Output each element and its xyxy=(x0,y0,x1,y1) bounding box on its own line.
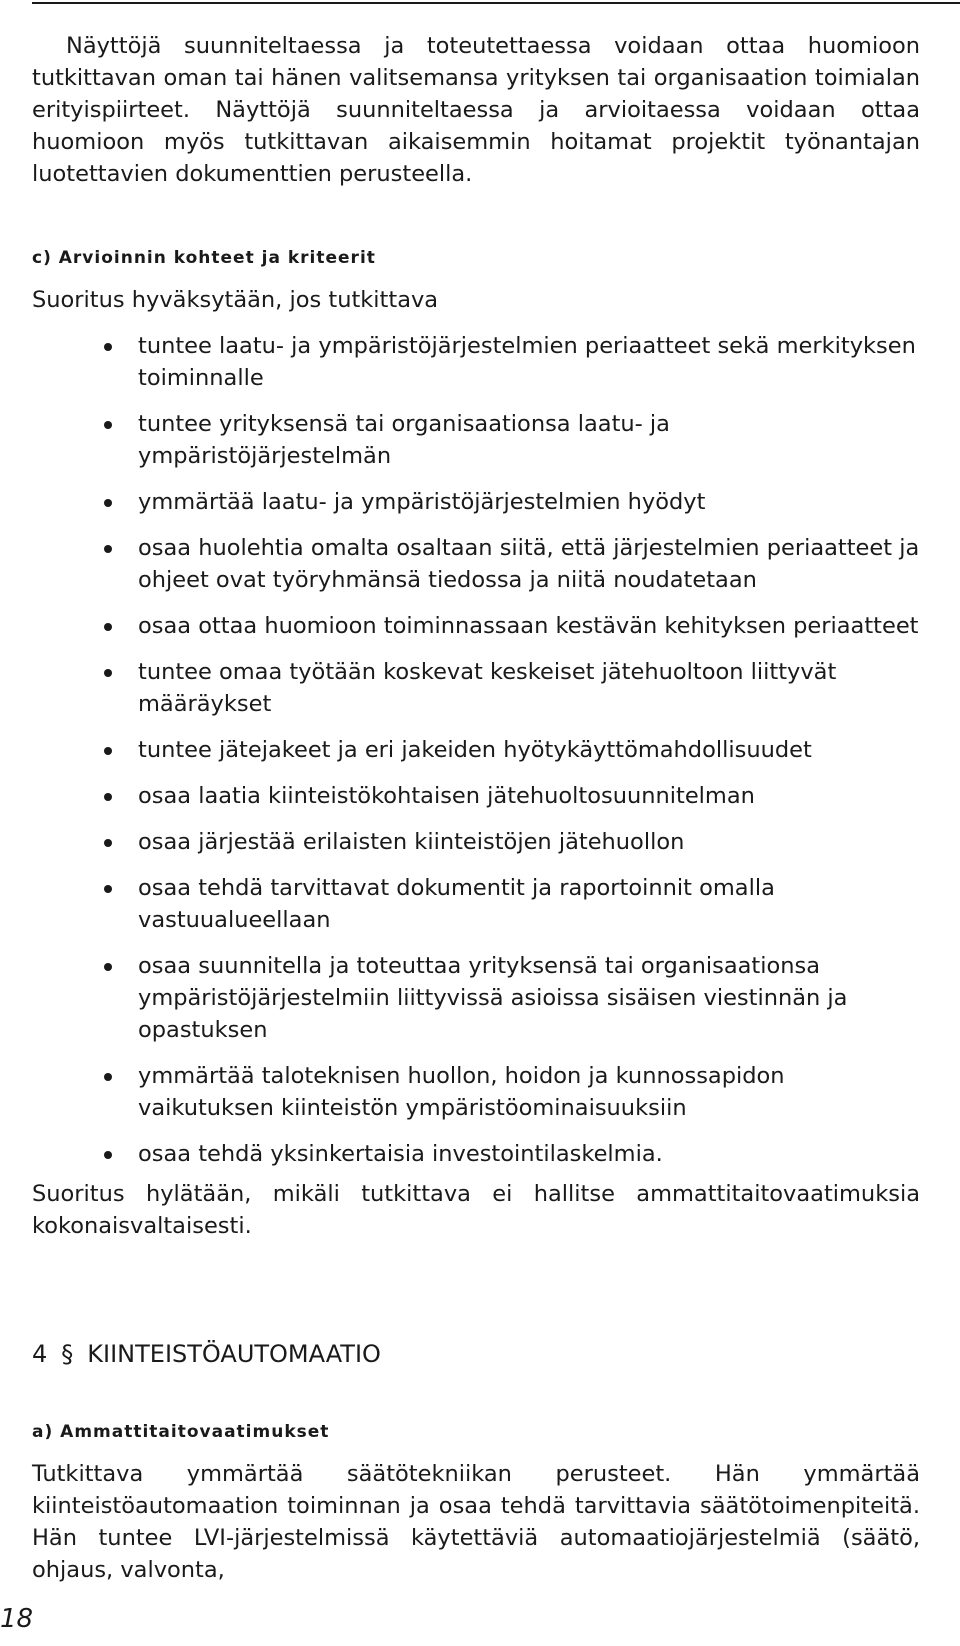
bullet-icon xyxy=(104,1073,112,1081)
list-item: osaa järjestää erilaisten kiinteistöjen jätehuollon xyxy=(32,826,920,858)
bullet-icon xyxy=(104,343,112,351)
section-4-title xyxy=(32,1338,920,1370)
list-item: osaa huolehtia omalta osaltaan siitä, että järjestelmien periaatteet ja ohjeet ovat työryhmänsä tiedossa ja niitä noudatetaan xyxy=(32,532,920,596)
section-4-subheading: a) Ammattitaitovaatimukset xyxy=(32,1422,330,1442)
list-item: ymmärtää laatu- ja ympäristöjärjestelmien hyödyt xyxy=(32,486,920,518)
criteria-list xyxy=(32,330,920,1170)
bullet-icon xyxy=(104,963,112,971)
section-4-paragraph: Tutkittava ymmärtää säätötekniikan perusteet. Hän ymmärtää kiinteistöautomaation toiminnan ja osaa tehdä tarvittavia säätötoimenpiteitä. Hän tuntee LVI-järjestelmissä käytettäviä automaatiojärjestelmiä (säätö, ohjaus, valvonta, xyxy=(32,1461,920,1583)
section-c-closing: Suoritus hylätään, mikäli tutkittava ei hallitse ammattitaitovaatimuksia kokonaisvaltaisesti. xyxy=(32,1181,920,1239)
bullet-icon xyxy=(104,421,112,429)
list-item: osaa tehdä tarvittavat dokumentit ja raportoinnit omalla vastuualueellaan xyxy=(32,872,920,936)
bullet-icon xyxy=(104,623,112,631)
section-symbol: § xyxy=(61,1340,74,1368)
list-item: tuntee laatu- ja ympäristöjärjestelmien periaatteet sekä merkityksen toiminnalle xyxy=(32,330,920,394)
bullet-icon xyxy=(104,839,112,847)
page-number: 18 xyxy=(0,1604,34,1634)
list-item: osaa ottaa huomioon toiminnassaan kestävän kehityksen periaatteet xyxy=(32,610,920,642)
list-item: tuntee omaa työtään koskevat keskeiset jätehuoltoon liittyvät määräykset xyxy=(32,656,920,720)
bullet-icon xyxy=(104,885,112,893)
bullet-icon xyxy=(104,793,112,801)
section-title-text: KIINTEISTÖAUTOMAATIO xyxy=(87,1340,381,1368)
bullet-icon xyxy=(104,747,112,755)
bullet-icon xyxy=(104,669,112,677)
list-item: osaa suunnitella ja toteuttaa yrityksensä tai organisaationsa ympäristöjärjestelmiin liittyvissä asioissa sisäisen viestinnän ja opastuksen xyxy=(32,950,920,1046)
bullet-icon xyxy=(104,499,112,507)
section-c-heading: c) Arvioinnin kohteet ja kriteerit xyxy=(32,248,376,268)
bullet-icon xyxy=(104,1151,112,1159)
list-item: ymmärtää taloteknisen huollon, hoidon ja kunnossapidon vaikutuksen kiinteistön ympäristöominaisuuksiin xyxy=(32,1060,920,1124)
top-rule xyxy=(32,2,960,4)
list-item: tuntee yrityksensä tai organisaationsa laatu- ja ympäristöjärjestelmän xyxy=(32,408,920,472)
intro-paragraph: Näyttöjä suunniteltaessa ja toteutettaessa voidaan ottaa huomioon tutkittavan oman tai hänen valitsemansa yrityksen tai organisaation toimialan erityispiirteet. Näyttöjä suunniteltaessa ja arvioitaessa voidaan ottaa huomioon myös tutkittavan aikaisemmin hoitamat projektit työnantajan luotettavien dokumenttien perusteella. xyxy=(32,33,920,187)
page-content xyxy=(32,30,920,1586)
bullet-icon xyxy=(104,545,112,553)
section-number: 4 xyxy=(32,1340,48,1368)
list-item: osaa laatia kiinteistökohtaisen jätehuoltosuunnitelman xyxy=(32,780,920,812)
section-c-lead: Suoritus hyväksytään, jos tutkittava xyxy=(32,287,439,313)
list-item: osaa tehdä yksinkertaisia investointilaskelmia. xyxy=(32,1138,920,1170)
list-item: tuntee jätejakeet ja eri jakeiden hyötykäyttömahdollisuudet xyxy=(32,734,920,766)
